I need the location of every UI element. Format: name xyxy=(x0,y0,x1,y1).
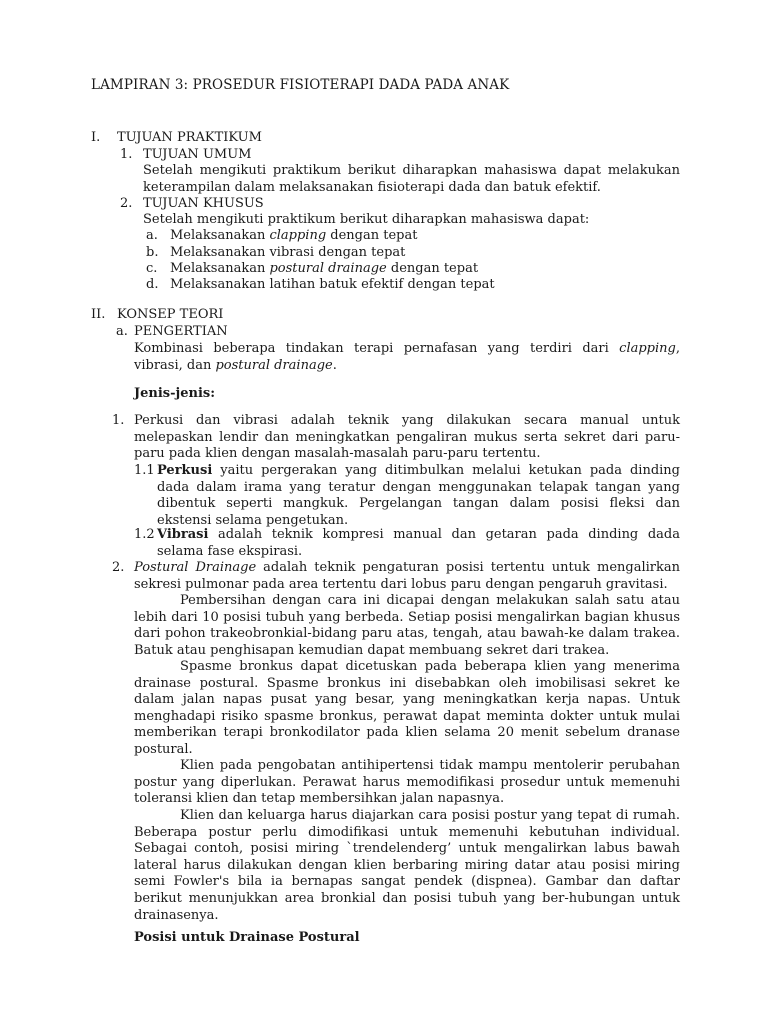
postural-drainage-paragraph-4: Klien dan keluarga harus diajarkan cara posisi postur yang tepat di rumah. Beberapa postur perlu dimodifikasi untuk memenuhi kebutuhan individual. Sebagai contoh, posisi miring `trendelenderg’ untuk mengalirkan labus bawah lateral harus dilakukan dengan klien berbaring miring datar atau posisi miring semi Fowler's bila ia bernapas sangat pendek (dispnea). Gambar dan daftar berikut menunjukkan area bronkial dan posisi tubuh yang ber-hubungan untuk drainasenya. xyxy=(134,808,680,923)
list-item-letter: c. xyxy=(146,261,158,276)
sub-item-1-2-number: 1.2 xyxy=(134,527,155,542)
list-item: Melaksanakan latihan batuk efektif dengan tepat xyxy=(170,277,495,292)
postural-drainage-paragraph-2: Spasme bronkus dapat dicetuskan pada beberapa klien yang menerima drainase postural. Spasme bronkus ini disebabkan oleh imobilisasi sekret ke dalam jalan napas pusat yang besar, yang meningkatkan kerja napas. Untuk menghadapi risiko spasme bronkus, perawat dapat meminta dokter untuk mulai memberikan terapi bronkodilator pada klien selama 20 menit sebelum dranase postural. xyxy=(134,659,680,757)
jenis-item-2-number: 2. xyxy=(112,560,125,575)
list-item: Melaksanakan postural drainage dengan tepat xyxy=(170,261,479,276)
tujuan-umum-text: Setelah mengikuti praktikum berikut diharapkan mahasiswa dapat melakukan keterampilan dalam melaksanakan fisioterapi dada dan batuk efektif. xyxy=(143,163,680,195)
sub-item-1-2-text: Vibrasi adalah teknik kompresi manual dan getaran pada dinding dada selama fase ekspirasi. xyxy=(157,527,680,559)
jenis-item-1-number: 1. xyxy=(112,413,125,428)
postural-drainage-paragraph-3: Klien pada pengobatan antihipertensi tidak mampu mentolerir perubahan postur yang diperlukan. Perawat harus memodifikasi prosedur untuk memenuhi toleransi klien dan tetap membersihkan jalan napasnya. xyxy=(134,758,680,807)
document-title: LAMPIRAN 3: PROSEDUR FISIOTERAPI DADA PADA ANAK xyxy=(91,77,510,93)
section-1-heading: TUJUAN PRAKTIKUM xyxy=(117,130,262,145)
list-item-letter: d. xyxy=(146,277,159,292)
section-2-number: II. xyxy=(91,307,106,322)
list-item: Melaksanakan clapping dengan tepat xyxy=(170,228,418,243)
subsection-1-heading: TUJUAN UMUM xyxy=(143,147,252,162)
list-item-letter: a. xyxy=(146,228,158,243)
list-item-letter: b. xyxy=(146,245,159,260)
section-1-number: I. xyxy=(91,130,101,145)
list-item: Melaksanakan vibrasi dengan tepat xyxy=(170,245,406,260)
jenis-item-2-text: Postural Drainage adalah teknik pengaturan posisi tertentu untuk mengalirkan sekresi pulmonar pada area tertentu dari lobus paru dengan pengaruh gravitasi. xyxy=(134,560,680,592)
jenis-jenis-heading: Jenis-jenis: xyxy=(134,386,216,401)
sub-item-1-1-text: Perkusi yaitu pergerakan yang ditimbulkan melalui ketukan pada dinding dada dalam irama yang teratur dengan menggunakan telapak tangan yang dibentuk seperti mangkuk. Pergelangan tangan dalam posisi fleksi dan ekstensi selama pengetukan. xyxy=(157,463,680,528)
pengertian-text: Kombinasi beberapa tindakan terapi pernafasan yang terdiri dari clapping, vibrasi, dan postural drainage. xyxy=(134,341,680,373)
section-2-heading: KONSEP TEORI xyxy=(117,307,224,322)
subsection-1-number: 1. xyxy=(120,147,133,162)
subsection-2-heading: TUJUAN KHUSUS xyxy=(143,196,264,211)
subsection-2-number: 2. xyxy=(120,196,133,211)
subsection-a-number: a. xyxy=(116,324,128,339)
jenis-item-1-text: Perkusi dan vibrasi adalah teknik yang dilakukan secara manual untuk melepaskan lendir dan meningkatkan pengaliran mukus serta sekret dari paru-paru pada klien dengan masalah-masalah paru-paru tertentu. xyxy=(134,413,680,462)
subsection-a-heading: PENGERTIAN xyxy=(134,324,228,339)
sub-item-1-1-number: 1.1 xyxy=(134,463,155,478)
posisi-drainase-heading: Posisi untuk Drainase Postural xyxy=(134,930,360,945)
postural-drainage-paragraph-1: Pembersihan dengan cara ini dicapai dengan melakukan salah satu atau lebih dari 10 posisi tubuh yang berbeda. Setiap posisi mengalirkan bagian khusus dari pohon trakeobronkial-bidang paru atas, tengah, atau bawah-ke dalam trakea. Batuk atau penghisapan kemudian dapat membuang sekret dari trakea. xyxy=(134,593,680,658)
tujuan-khusus-intro: Setelah mengikuti praktikum berikut diharapkan mahasiswa dapat: xyxy=(143,212,590,227)
